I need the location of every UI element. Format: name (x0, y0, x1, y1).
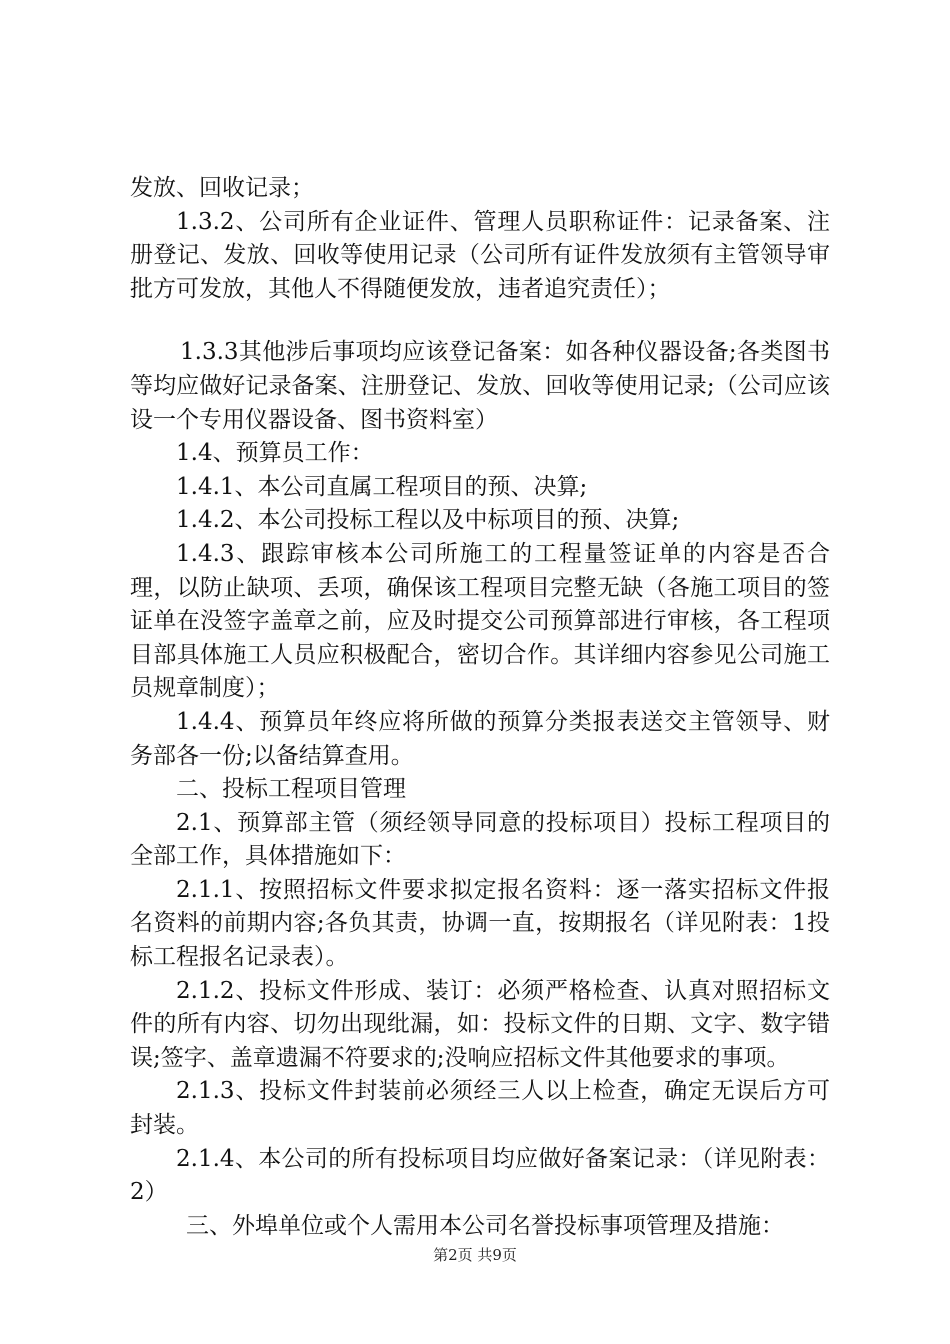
paragraph: 1.4.1、本公司直属工程项目的预、决算; (176, 473, 588, 500)
paragraph: 1.3.3其他涉后事项均应该登记备案：如各种仪器设备;各类图书等均应做好记录备案、注册登记、发放、回收等使用记录;（公司应该设一个专用仪器设备、图书资料室） (130, 339, 830, 433)
section-heading: 二、投标工程项目管理 (176, 776, 406, 803)
paragraph: 2.1.4、本公司的所有投标项目均应做好备案记录：（详见附表：2） (130, 1145, 830, 1206)
document-body (130, 172, 830, 1243)
paragraph: 2.1.2、投标文件形成、装订：必须严格检查、认真对照招标文件的所有内容、切勿出现纰漏，如：投标文件的日期、文字、数字错误;签字、盖章遗漏不符要求的;没响应招标文件其他要求的事项。 (130, 977, 830, 1071)
section-heading: 三、外埠单位或个人需用本公司名誉投标事项管理及措施： (186, 1212, 784, 1239)
paragraph: 1.3.2、公司所有企业证件、管理人员职称证件：记录备案、注册登记、发放、回收等使用记录（公司所有证件发放须有主管领导审批方可发放，其他人不得随便发放，违者追究责任）； (130, 208, 830, 302)
paragraph: 2.1.3、投标文件封装前必须经三人以上检查，确定无误后方可封装。 (130, 1078, 830, 1139)
section-heading: 1.4、预算员工作： (176, 440, 374, 467)
paragraph: 2.1.1、按照招标文件要求拟定报名资料：逐一落实招标文件报名资料的前期内容;各负其责，协调一直，按期报名（详见附表：1投标工程报名记录表）。 (130, 876, 830, 971)
paragraph: 1.4.3、跟踪审核本公司所施工的工程量签证单的内容是否合理，以防止缺项、丢项，确保该工程项目完整无缺（各施工项目的签证单在没签字盖章之前，应及时提交公司预算部进行审核，各工程项目部具体施工人员应积极配合，密切合作。其详细内容参见公司施工员规章制度）； (130, 540, 830, 702)
page-footer: 第2页 共9页 (433, 1246, 517, 1264)
paragraph: 1.4.2、本公司投标工程以及中标项目的预、决算; (176, 507, 680, 534)
paragraph: 2.1、预算部主管（须经领导同意的投标项目）投标工程项目的全部工作，具体措施如下： (130, 809, 830, 870)
paragraph: 1.4.4、预算员年终应将所做的预算分类报表送交主管领导、财务部各一份;以备结算查用。 (130, 708, 830, 769)
paragraph: 发放、回收记录； (130, 175, 314, 201)
